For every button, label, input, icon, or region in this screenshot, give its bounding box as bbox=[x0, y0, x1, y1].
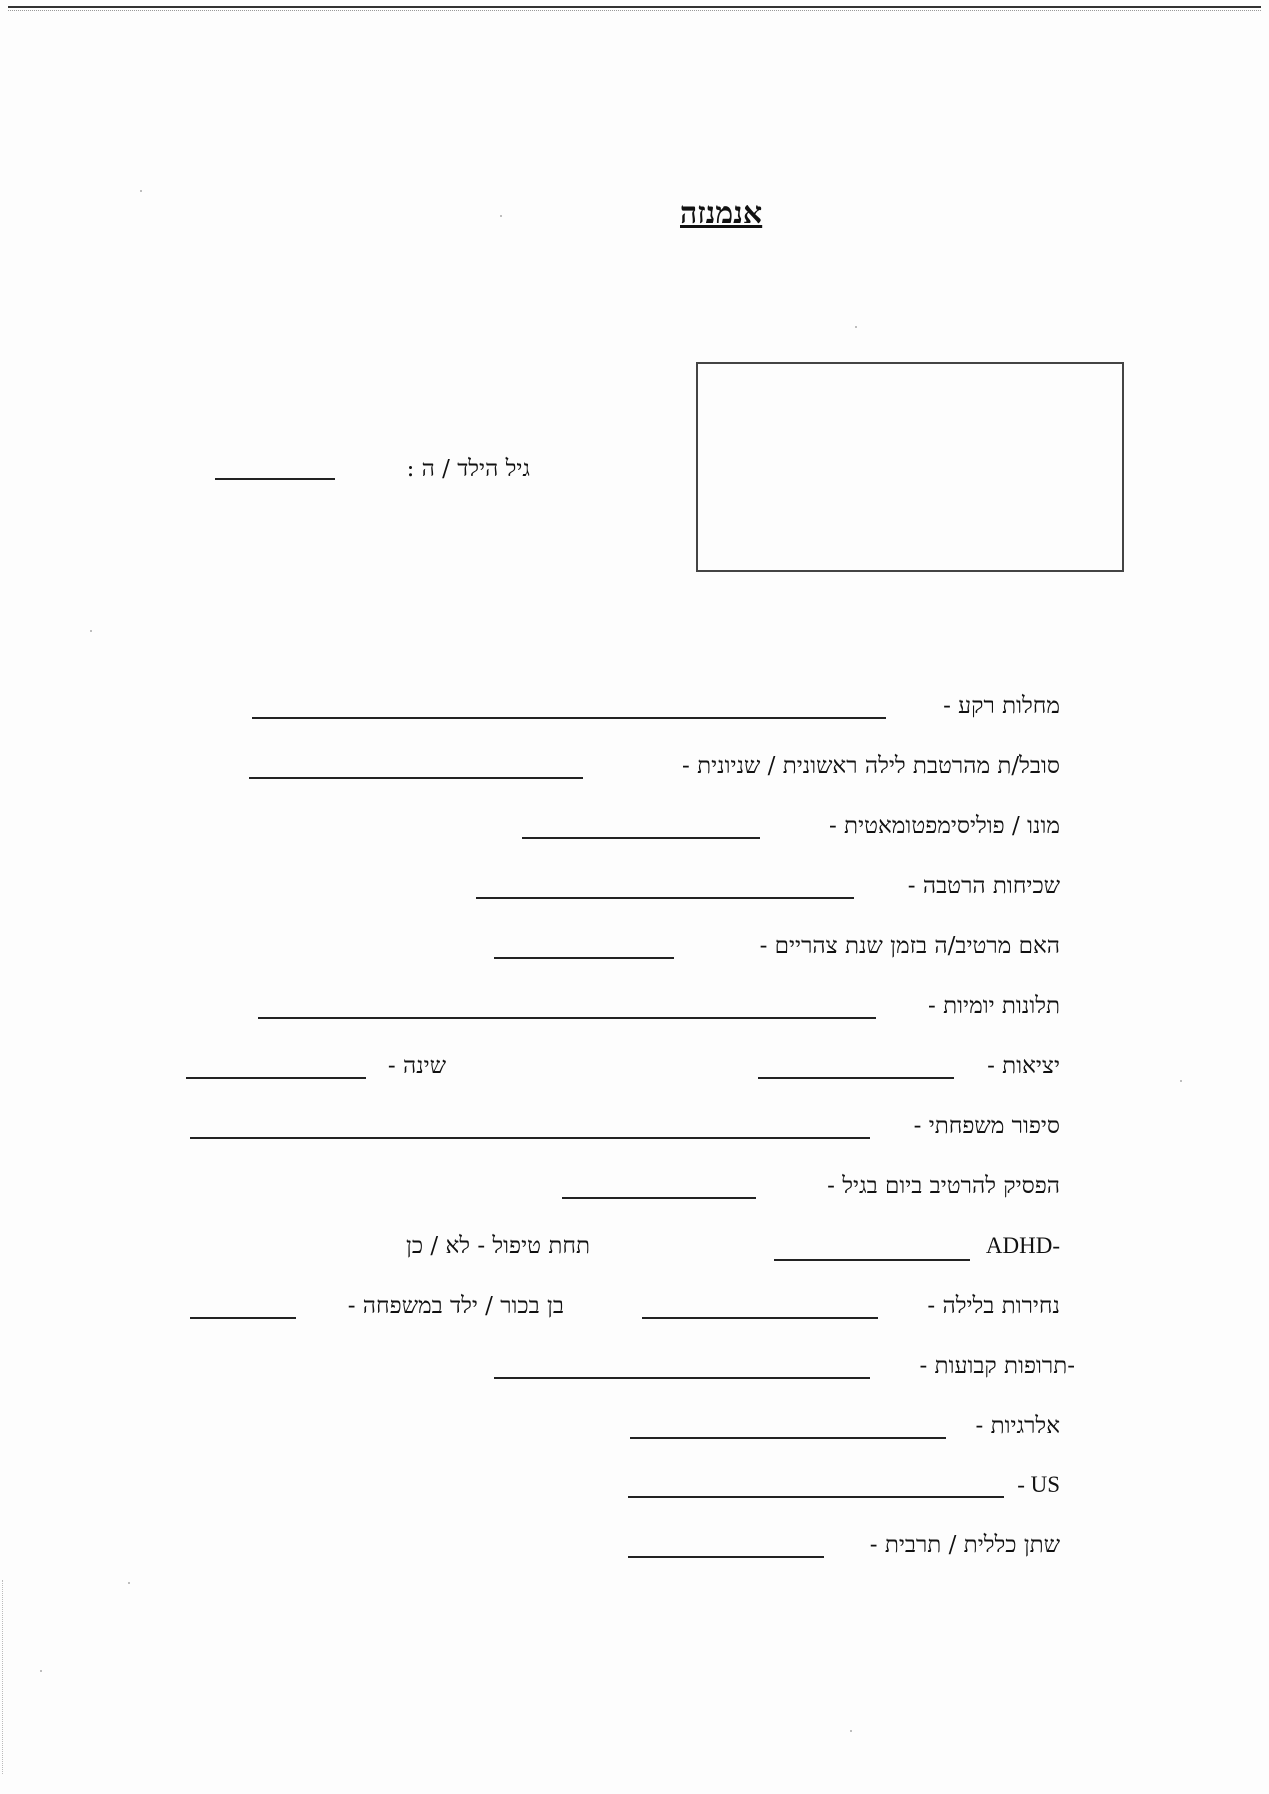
nap-wetting-row bbox=[200, 933, 1060, 967]
adhd-row bbox=[760, 1233, 1060, 1267]
day-dry-age-blank[interactable] bbox=[562, 1197, 756, 1199]
birth-order-row bbox=[180, 1293, 564, 1327]
family-history-label: סיפור משפחתי - bbox=[913, 1113, 1060, 1139]
enuresis-type-blank[interactable] bbox=[249, 777, 583, 779]
under-treatment-row bbox=[300, 1233, 590, 1267]
night-snoring-row bbox=[630, 1293, 1060, 1327]
birth-order-label: בן בכור / ילד במשפחה - bbox=[347, 1293, 564, 1319]
scan-top-border-dotted bbox=[8, 10, 1261, 11]
scan-top-border bbox=[8, 6, 1261, 8]
night-snoring-label: נחירות בלילה - bbox=[927, 1293, 1060, 1319]
page-title: אנמנזה bbox=[680, 196, 763, 231]
background-diseases-row bbox=[200, 693, 1060, 727]
child-age-label: גיל הילד / ה : bbox=[406, 456, 530, 482]
regular-meds-row bbox=[200, 1353, 1075, 1387]
frequency-label: שכיחות הרטבה - bbox=[907, 873, 1060, 899]
urine-label: שתן כללית / תרבית - bbox=[869, 1532, 1060, 1558]
enuresis-type-row bbox=[200, 753, 1060, 787]
us-blank[interactable] bbox=[628, 1496, 1004, 1498]
day-dry-age-label: הפסיק להרטיב ביום בגיל - bbox=[827, 1173, 1060, 1199]
adhd-blank[interactable] bbox=[774, 1259, 970, 1261]
family-history-blank[interactable] bbox=[190, 1137, 870, 1139]
regular-meds-label: -תרופות קבועות - bbox=[919, 1353, 1075, 1379]
family-history-row bbox=[180, 1113, 1060, 1147]
patient-sticker-box bbox=[696, 362, 1124, 572]
allergies-label: אלרגיות - bbox=[975, 1413, 1060, 1439]
background-diseases-blank[interactable] bbox=[252, 717, 886, 719]
bowel-row bbox=[740, 1053, 1060, 1087]
child-age-blank[interactable] bbox=[215, 478, 335, 480]
frequency-row bbox=[200, 873, 1060, 907]
mono-poly-blank[interactable] bbox=[522, 837, 760, 839]
scan-speck bbox=[1180, 1080, 1182, 1082]
sleep-row bbox=[180, 1053, 446, 1087]
enuresis-type-label: סובל/ת מהרטבת לילה ראשונית / שניונית - bbox=[682, 753, 1060, 779]
day-dry-age-row bbox=[200, 1173, 1060, 1207]
scan-speck bbox=[128, 1582, 130, 1584]
nap-wetting-label: האם מרטיב/ה בזמן שנת צהריים - bbox=[759, 933, 1060, 959]
frequency-blank[interactable] bbox=[476, 897, 854, 899]
background-diseases-label: מחלות רקע - bbox=[943, 693, 1060, 719]
scan-speck bbox=[855, 326, 857, 328]
mono-poly-label: מונו / פוליסימפטומאטית - bbox=[828, 813, 1060, 839]
night-snoring-blank[interactable] bbox=[642, 1317, 878, 1319]
urine-row bbox=[600, 1532, 1060, 1566]
us-label: - US bbox=[1017, 1472, 1060, 1497]
daytime-complaints-row bbox=[200, 993, 1060, 1027]
nap-wetting-blank[interactable] bbox=[494, 957, 674, 959]
bowel-blank[interactable] bbox=[758, 1077, 954, 1079]
adhd-label: ADHD- bbox=[985, 1233, 1060, 1258]
regular-meds-blank[interactable] bbox=[494, 1377, 870, 1379]
sleep-label: שינה - bbox=[387, 1053, 446, 1079]
scan-speck bbox=[40, 1670, 42, 1672]
under-treatment-label[interactable]: תחת טיפול - לא / כן bbox=[405, 1233, 590, 1259]
daytime-complaints-label: תלונות יומיות - bbox=[928, 993, 1060, 1019]
bowel-label: יציאות - bbox=[987, 1053, 1060, 1079]
allergies-row bbox=[600, 1413, 1060, 1447]
scan-speck bbox=[140, 190, 142, 192]
scan-speck bbox=[90, 630, 92, 632]
scan-speck bbox=[500, 215, 502, 217]
birth-order-blank[interactable] bbox=[190, 1317, 296, 1319]
sleep-blank[interactable] bbox=[186, 1077, 366, 1079]
scan-left-edge bbox=[2, 1580, 3, 1774]
urine-blank[interactable] bbox=[628, 1556, 824, 1558]
mono-poly-row bbox=[200, 813, 1060, 847]
allergies-blank[interactable] bbox=[630, 1437, 946, 1439]
daytime-complaints-blank[interactable] bbox=[258, 1017, 876, 1019]
scan-speck bbox=[850, 1730, 852, 1732]
child-age-row bbox=[200, 456, 530, 490]
us-row bbox=[600, 1472, 1060, 1506]
